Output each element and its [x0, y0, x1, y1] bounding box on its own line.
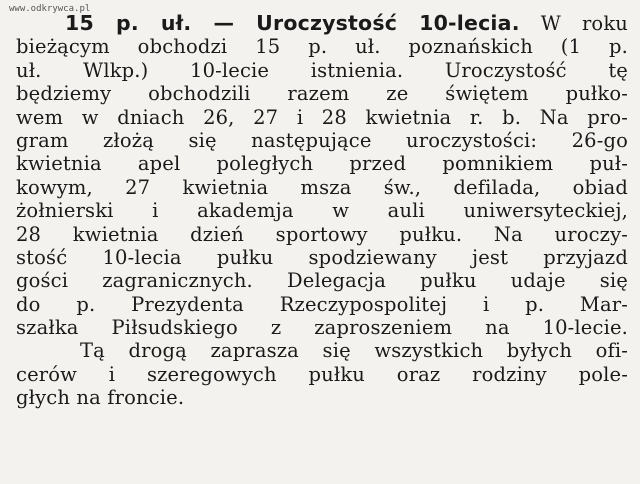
article-line: uł. Wlkp.) 10-lecie istnienia. Uroczystość tę: [16, 58, 628, 82]
article-line: kowym, 27 kwietnia msza św., defilada, obiad: [16, 175, 628, 199]
article-line: gram złożą się następujące uroczystości: 26-go: [16, 128, 628, 152]
article-line: cerów i szeregowych pułku oraz rodziny pole-: [16, 362, 628, 386]
article-line: kwietnia apel poległych przed pomnikiem puł-: [16, 152, 628, 176]
article-text: [16, 12, 628, 410]
watermark: www.odkrywca.pl: [9, 4, 91, 14]
article-line: szałka Piłsudskiego z zaproszeniem na 10-lecie.: [16, 316, 628, 340]
article-line: głych na froncie.: [16, 386, 185, 410]
article-line: żołnierski i akademja w auli uniwersyteckiej,: [16, 199, 628, 223]
article-line: bieżącym obchodzi 15 p. uł. poznańskich (1 p.: [16, 35, 628, 59]
article-line: stość 10-lecia pułku spodziewany jest przyjazd: [16, 245, 628, 269]
article-line: będziemy obchodzili razem ze świętem pułko-: [16, 82, 628, 106]
article-line: do p. Prezydenta Rzeczypospolitej i p. Mar-: [16, 292, 628, 316]
article-line: gości zagranicznych. Delegacja pułku udaje się: [16, 269, 628, 293]
article-line: wem w dniach 26, 27 i 28 kwietnia r. b. Na pro-: [16, 105, 628, 129]
article-line: Tą drogą zaprasza się wszystkich byłych ofi-: [80, 339, 628, 363]
article-line: 28 kwietnia dzień sportowy pułku. Na uroczy-: [16, 222, 628, 246]
article-line-1-text: W roku: [540, 12, 628, 35]
article-line-1: [16, 12, 628, 35]
article-headline: 15 p. uł. — Uroczystość 10-lecia.: [65, 11, 520, 35]
